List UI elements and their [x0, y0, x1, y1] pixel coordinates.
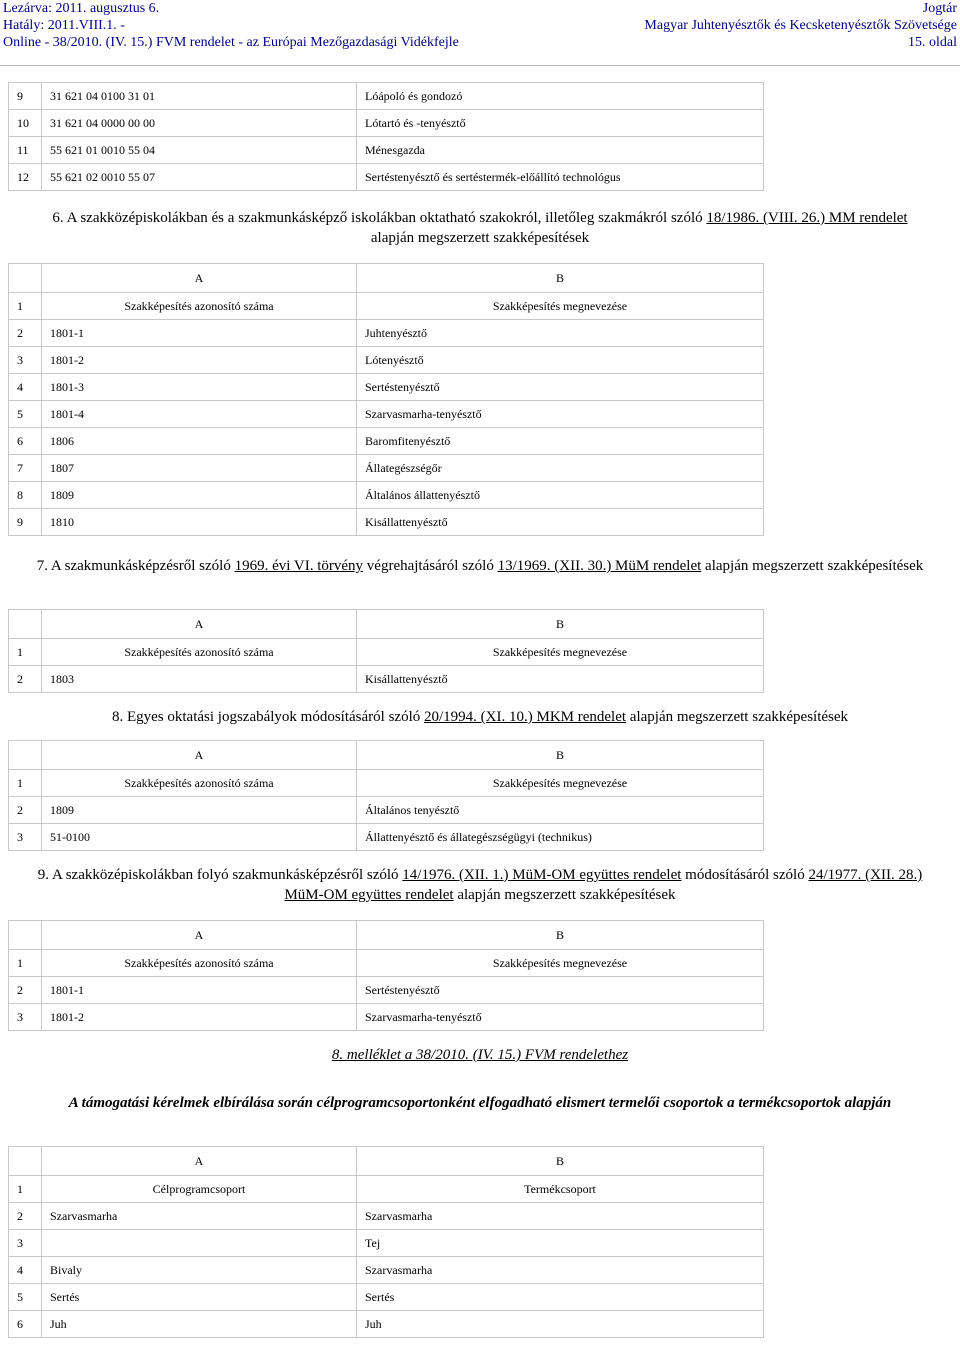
code-cell: 1803 — [42, 666, 357, 693]
row-number: 4 — [9, 374, 42, 401]
table-header-row — [9, 921, 764, 950]
row-number: 1 — [9, 1176, 42, 1203]
row-number: 10 — [9, 110, 42, 137]
code-cell: 1810 — [42, 509, 357, 536]
section-9-text-end: alapján megszerzett szakképesítések — [453, 887, 676, 903]
table-row — [9, 374, 764, 401]
column-b-header: B — [357, 741, 764, 770]
section-7-heading — [30, 556, 930, 576]
code-cell: 31 621 04 0100 31 01 — [42, 83, 357, 110]
table-row — [9, 797, 764, 824]
code-cell: 1801-2 — [42, 347, 357, 374]
section-9-heading — [30, 865, 930, 905]
column-a-header: A — [42, 921, 357, 950]
program-group-cell: Juh — [42, 1311, 357, 1338]
code-cell: 1801-2 — [42, 1004, 357, 1031]
code-cell: 1801-4 — [42, 401, 357, 428]
column-a-header: A — [42, 610, 357, 639]
table-row — [9, 509, 764, 536]
name-cell: Állattenyésztő és állategészségügyi (technikus) — [357, 824, 764, 851]
row-number: 11 — [9, 137, 42, 164]
continuation-table — [8, 82, 764, 191]
table-row — [9, 83, 764, 110]
name-cell: Lótartó és -tenyésztő — [357, 110, 764, 137]
section-8-link[interactable]: 20/1994. (XI. 10.) MKM rendelet — [424, 709, 627, 725]
header-brand: Jogtár — [922, 1, 957, 16]
column-a-header: A — [42, 264, 357, 293]
section-6-text: 6. A szakközépiskolákban és a szakmunkásképző iskolákban oktatható szakokról, illetőleg szakmákról szóló — [52, 210, 707, 226]
table-row — [9, 455, 764, 482]
name-cell: Állategészségőr — [357, 455, 764, 482]
table-subheader-row — [9, 1176, 764, 1203]
name-cell: Lóápoló és gondozó — [357, 83, 764, 110]
section-6-heading — [30, 208, 930, 248]
code-cell: 55 621 02 0010 55 07 — [42, 164, 357, 191]
section-6-text-end: alapján megszerzett szakképesítések — [370, 230, 590, 246]
name-cell: Baromfitenyésztő — [357, 428, 764, 455]
section-9-link-amended[interactable]: 14/1976. (XII. 1.) MüM-OM együttes rendelet — [402, 867, 682, 883]
code-cell: 1809 — [42, 482, 357, 509]
column-b-header: B — [357, 264, 764, 293]
program-group-cell — [42, 1230, 357, 1257]
table-row — [9, 824, 764, 851]
section-7-table — [8, 609, 764, 693]
name-cell: Kisállattenyésztő — [357, 509, 764, 536]
row-number: 4 — [9, 1257, 42, 1284]
section-9-text: 9. A szakközépiskolákban folyó szakmunkásképzésről szóló — [37, 867, 403, 883]
row-number: 2 — [9, 320, 42, 347]
column-b-title: Szakképesítés megnevezése — [357, 950, 764, 977]
annex-title-link[interactable]: 8. melléklet a 38/2010. (IV. 15.) FVM rendelethez — [331, 1047, 629, 1063]
name-cell: Juhtenyésztő — [357, 320, 764, 347]
product-group-cell: Tej — [357, 1230, 764, 1257]
row-number: 12 — [9, 164, 42, 191]
section-9-link-amending[interactable]: 24/1977. (XII. 28.) MüM-OM együttes rendelet — [284, 867, 923, 903]
name-cell: Ménesgazda — [357, 137, 764, 164]
header-page-number: 15. oldal — [908, 35, 957, 50]
program-group-cell: Bivaly — [42, 1257, 357, 1284]
table-row — [9, 1284, 764, 1311]
column-b-title: Termékcsoport — [357, 1176, 764, 1203]
row-number: 3 — [9, 347, 42, 374]
code-cell: 51-0100 — [42, 824, 357, 851]
column-b-header: B — [357, 921, 764, 950]
column-a-title: Szakképesítés azonosító száma — [42, 950, 357, 977]
section-7-link-law[interactable]: 1969. évi VI. törvény — [234, 558, 364, 574]
column-a-title: Szakképesítés azonosító száma — [42, 293, 357, 320]
table-subheader-row — [9, 950, 764, 977]
row-number: 6 — [9, 1311, 42, 1338]
column-a-title: Szakképesítés azonosító száma — [42, 770, 357, 797]
table-subheader-row — [9, 770, 764, 797]
table-row — [9, 401, 764, 428]
name-cell: Sertéstenyésztő és sertéstermék-előállító technológus — [357, 164, 764, 191]
header-left — [3, 0, 459, 51]
table-row — [9, 666, 764, 693]
annex-subtitle: A támogatási kérelmek elbírálása során célprogramcsoportonként elfogadható elismert termelői csoportok a termékcsoportok alapján — [68, 1095, 892, 1111]
section-6-table — [8, 263, 764, 536]
table-row — [9, 428, 764, 455]
header-closed-date: Lezárva: 2011. augusztus 6. — [3, 1, 160, 16]
table-header-row — [9, 610, 764, 639]
name-cell: Sertéstenyésztő — [357, 977, 764, 1004]
section-7-text: 7. A szakmunkásképzésről szóló — [36, 558, 235, 574]
column-b-title: Szakképesítés megnevezése — [357, 293, 764, 320]
product-group-cell: Szarvasmarha — [357, 1203, 764, 1230]
column-a-title: Célprogramcsoport — [42, 1176, 357, 1203]
table-subheader-row — [9, 293, 764, 320]
table-subheader-row — [9, 639, 764, 666]
table-row — [9, 482, 764, 509]
header-org: Magyar Juhtenyésztők és Kecsketenyésztők Szövetsége — [644, 18, 957, 33]
name-cell: Sertéstenyésztő — [357, 374, 764, 401]
name-cell: Általános tenyésztő — [357, 797, 764, 824]
column-b-title: Szakképesítés megnevezése — [357, 770, 764, 797]
annex-table — [8, 1146, 764, 1338]
row-number: 1 — [9, 950, 42, 977]
row-number: 9 — [9, 83, 42, 110]
table-header-row — [9, 741, 764, 770]
row-number: 1 — [9, 293, 42, 320]
product-group-cell: Szarvasmarha — [357, 1257, 764, 1284]
row-number: 3 — [9, 824, 42, 851]
table-row — [9, 1230, 764, 1257]
section-8-heading — [30, 707, 930, 727]
table-row — [9, 320, 764, 347]
header-doc-title[interactable]: Online - 38/2010. (IV. 15.) FVM rendelet - az Európai Mezőgazdasági Vidékfejle — [3, 35, 459, 50]
row-number: 5 — [9, 401, 42, 428]
code-cell: 55 621 01 0010 55 04 — [42, 137, 357, 164]
code-cell: 1807 — [42, 455, 357, 482]
annex-title — [30, 1045, 930, 1065]
header-divider — [0, 65, 960, 66]
code-cell: 1801-1 — [42, 977, 357, 1004]
row-number: 1 — [9, 639, 42, 666]
header-right — [644, 0, 957, 51]
code-cell: 1801-1 — [42, 320, 357, 347]
table-row — [9, 1311, 764, 1338]
code-cell: 1809 — [42, 797, 357, 824]
section-9-table — [8, 920, 764, 1031]
code-cell: 1806 — [42, 428, 357, 455]
column-a-header: A — [42, 1147, 357, 1176]
table-row — [9, 347, 764, 374]
table-header-row — [9, 1147, 764, 1176]
section-8-text: 8. Egyes oktatási jogszabályok módosításáról szóló — [111, 709, 424, 725]
row-number: 2 — [9, 797, 42, 824]
section-7-link-decree[interactable]: 13/1969. (XII. 30.) MüM rendelet — [497, 558, 702, 574]
section-7-text-mid: végrehajtásáról szóló — [363, 558, 498, 574]
row-number: 5 — [9, 1284, 42, 1311]
row-number: 3 — [9, 1230, 42, 1257]
header-effect: Hatály: 2011.VIII.1. - — [3, 18, 125, 33]
section-7-text-end: alapján megszerzett szakképesítések — [701, 558, 924, 574]
row-number: 9 — [9, 509, 42, 536]
column-b-title: Szakképesítés megnevezése — [357, 639, 764, 666]
row-number: 2 — [9, 666, 42, 693]
column-b-header: B — [357, 1147, 764, 1176]
code-cell: 31 621 04 0000 00 00 — [42, 110, 357, 137]
name-cell: Szarvasmarha-tenyésztő — [357, 1004, 764, 1031]
row-number: 7 — [9, 455, 42, 482]
column-a-title: Szakképesítés azonosító száma — [42, 639, 357, 666]
section-8-text-end: alapján megszerzett szakképesítések — [626, 709, 849, 725]
row-number: 1 — [9, 770, 42, 797]
program-group-cell: Sertés — [42, 1284, 357, 1311]
name-cell: Általános állattenyésztő — [357, 482, 764, 509]
table-row — [9, 164, 764, 191]
row-number: 6 — [9, 428, 42, 455]
row-number: 3 — [9, 1004, 42, 1031]
row-number: 2 — [9, 977, 42, 1004]
table-row — [9, 1004, 764, 1031]
section-8-table — [8, 740, 764, 851]
section-6-link[interactable]: 18/1986. (VIII. 26.) MM rendelet — [706, 210, 908, 226]
column-a-header: A — [42, 741, 357, 770]
section-9-text-mid: módosításáról szóló — [681, 867, 809, 883]
page-header — [0, 0, 960, 60]
table-row — [9, 1257, 764, 1284]
table-row — [9, 1203, 764, 1230]
row-number: 2 — [9, 1203, 42, 1230]
column-b-header: B — [357, 610, 764, 639]
name-cell: Kisállattenyésztő — [357, 666, 764, 693]
program-group-cell: Szarvasmarha — [42, 1203, 357, 1230]
table-row — [9, 110, 764, 137]
row-number: 8 — [9, 482, 42, 509]
table-row — [9, 977, 764, 1004]
name-cell: Szarvasmarha-tenyésztő — [357, 401, 764, 428]
table-header-row — [9, 264, 764, 293]
product-group-cell: Juh — [357, 1311, 764, 1338]
table-row — [9, 137, 764, 164]
code-cell: 1801-3 — [42, 374, 357, 401]
name-cell: Lótenyésztő — [357, 347, 764, 374]
product-group-cell: Sertés — [357, 1284, 764, 1311]
